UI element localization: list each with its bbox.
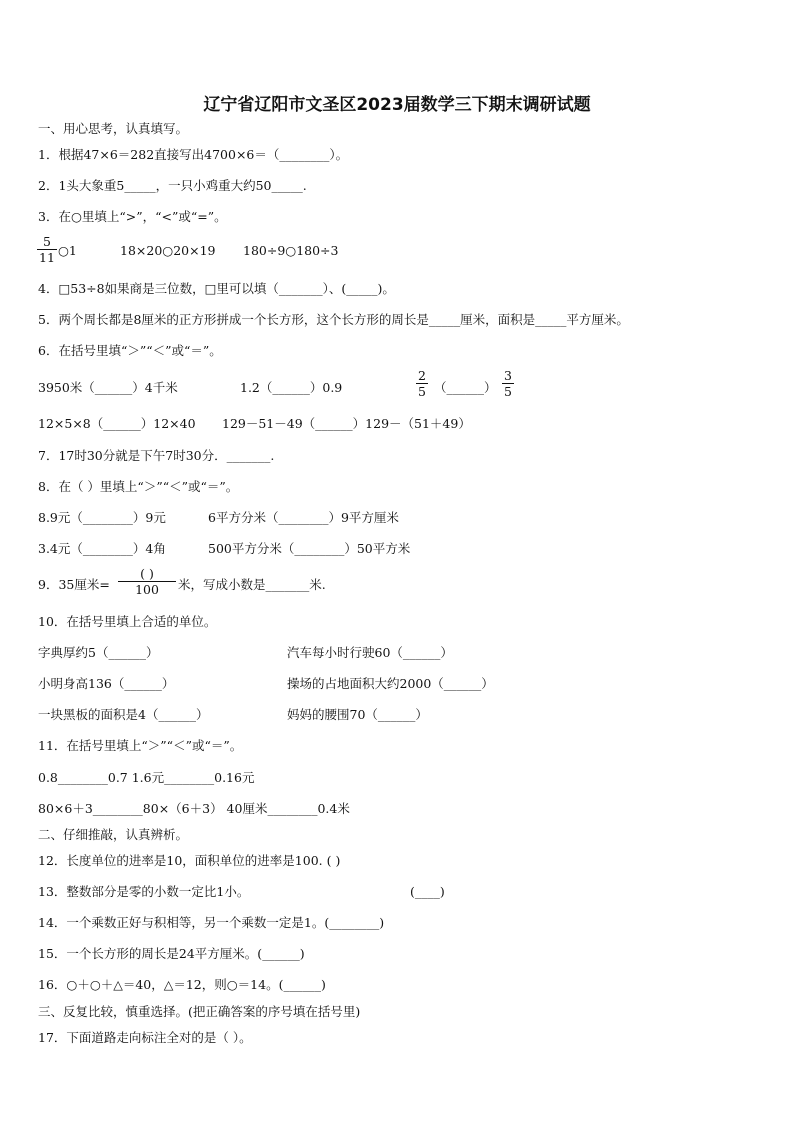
q10-item-f: 妈妈的腰围70（______） [287, 707, 428, 722]
question-14: 14．一个乘数正好与积相等，另一个乘数一定是1。(________) [38, 915, 385, 930]
question-15: 15．一个长方形的周长是24平方厘米。(______) [38, 946, 305, 961]
q8-item-d: 500平方分米（________）50平方米 [208, 541, 411, 556]
question-11: 11．在括号里填上“＞”“＜”或“＝”。 [38, 738, 243, 753]
q9-fraction-denominator: 100 [135, 582, 159, 597]
q3-fraction-numerator: 5 [42, 234, 51, 249]
q6-fraction-1-numerator: 2 [418, 368, 426, 383]
q3-item-a: ○1 [58, 243, 77, 258]
q3-item-b: 18×20○20×19 [120, 243, 216, 258]
q11-row-2: 80×6＋3________80×（6＋3） 40厘米________0.4米 [38, 801, 350, 816]
section-2-heading: 二、仔细推敲，认真辨析。 [38, 827, 189, 842]
question-16: 16．○＋○＋△＝40，△＝12，则○＝14。(______) [38, 977, 326, 992]
question-10: 10．在括号里填上合适的单位。 [38, 614, 217, 629]
question-12: 12．长度单位的进率是10，面积单位的进率是100. ( ) [38, 853, 341, 868]
question-8: 8．在（ ）里填上“＞”“＜”或“＝”。 [38, 479, 239, 494]
question-6: 6．在括号里填“＞”“＜”或“＝”。 [38, 343, 222, 358]
q10-item-b: 汽车每小时行驶60（______） [287, 645, 453, 660]
q6-item-c-blank: （______） [434, 380, 497, 395]
q13-answer-blank: (____) [410, 884, 445, 899]
question-9-suffix: 米，写成小数是_______米. [178, 577, 326, 592]
q11-row-1: 0.8________0.7 1.6元________0.16元 [38, 770, 255, 785]
q10-item-a: 字典厚约5（______） [38, 645, 159, 660]
q10-item-e: 一块黑板的面积是4（______） [38, 707, 209, 722]
question-3: 3．在○里填上“>”，“<”或“=”。 [38, 209, 227, 224]
q6-fraction-1 [416, 368, 428, 399]
question-17: 17．下面道路走向标注全对的是（ ）。 [38, 1030, 252, 1045]
q3-fraction-denominator: 11 [39, 250, 55, 265]
q9-fraction [118, 566, 176, 597]
question-9-prefix: 9．35厘米= [38, 577, 110, 592]
q9-fraction-numerator: ( ) [140, 566, 154, 581]
q3-item-c: 180÷9○180÷3 [243, 243, 339, 258]
q6-item-b: 1.2（______）0.9 [240, 380, 343, 395]
section-1-heading: 一、用心思考，认真填写。 [38, 121, 189, 136]
q6-item-e: 129－51－49（______）129－（51＋49） [222, 416, 471, 431]
q6-fraction-2-denominator: 5 [504, 384, 512, 399]
q6-fraction-2 [502, 368, 514, 399]
q8-item-a: 8.9元（________）9元 [38, 510, 166, 525]
question-7: 7．17时30分就是下午7时30分．_______. [38, 448, 275, 463]
q6-fraction-2-numerator: 3 [504, 368, 512, 383]
q8-item-b: 6平方分米（________）9平方厘米 [208, 510, 399, 525]
question-1: 1．根据47×6＝282直接写出4700×6＝（________）。 [38, 147, 349, 162]
q10-item-c: 小明身高136（______） [38, 676, 175, 691]
question-5: 5．两个周长都是8厘米的正方形拼成一个长方形，这个长方形的周长是_____厘米，面积是_____平方厘米。 [38, 312, 629, 327]
question-13: 13．整数部分是零的小数一定比1小。 [38, 884, 250, 899]
q8-item-c: 3.4元（________）4角 [38, 541, 166, 556]
section-3-heading: 三、反复比较，慎重选择。(把正确答案的序号填在括号里) [38, 1004, 361, 1019]
q6-item-d: 12×5×8（______）12×40 [38, 416, 196, 431]
question-2: 2．1头大象重5_____，一只小鸡重大约50_____. [38, 178, 307, 193]
q6-fraction-1-denominator: 5 [418, 384, 426, 399]
q6-item-a: 3950米（______）4千米 [38, 380, 178, 395]
question-4: 4．□53÷8如果商是三位数，□里可以填（_______）、(_____)。 [38, 281, 395, 296]
q3-fraction [37, 234, 57, 265]
q10-item-d: 操场的占地面积大约2000（______） [287, 676, 494, 691]
page-title: 辽宁省辽阳市文圣区2023届数学三下期末调研试题 [203, 95, 591, 115]
